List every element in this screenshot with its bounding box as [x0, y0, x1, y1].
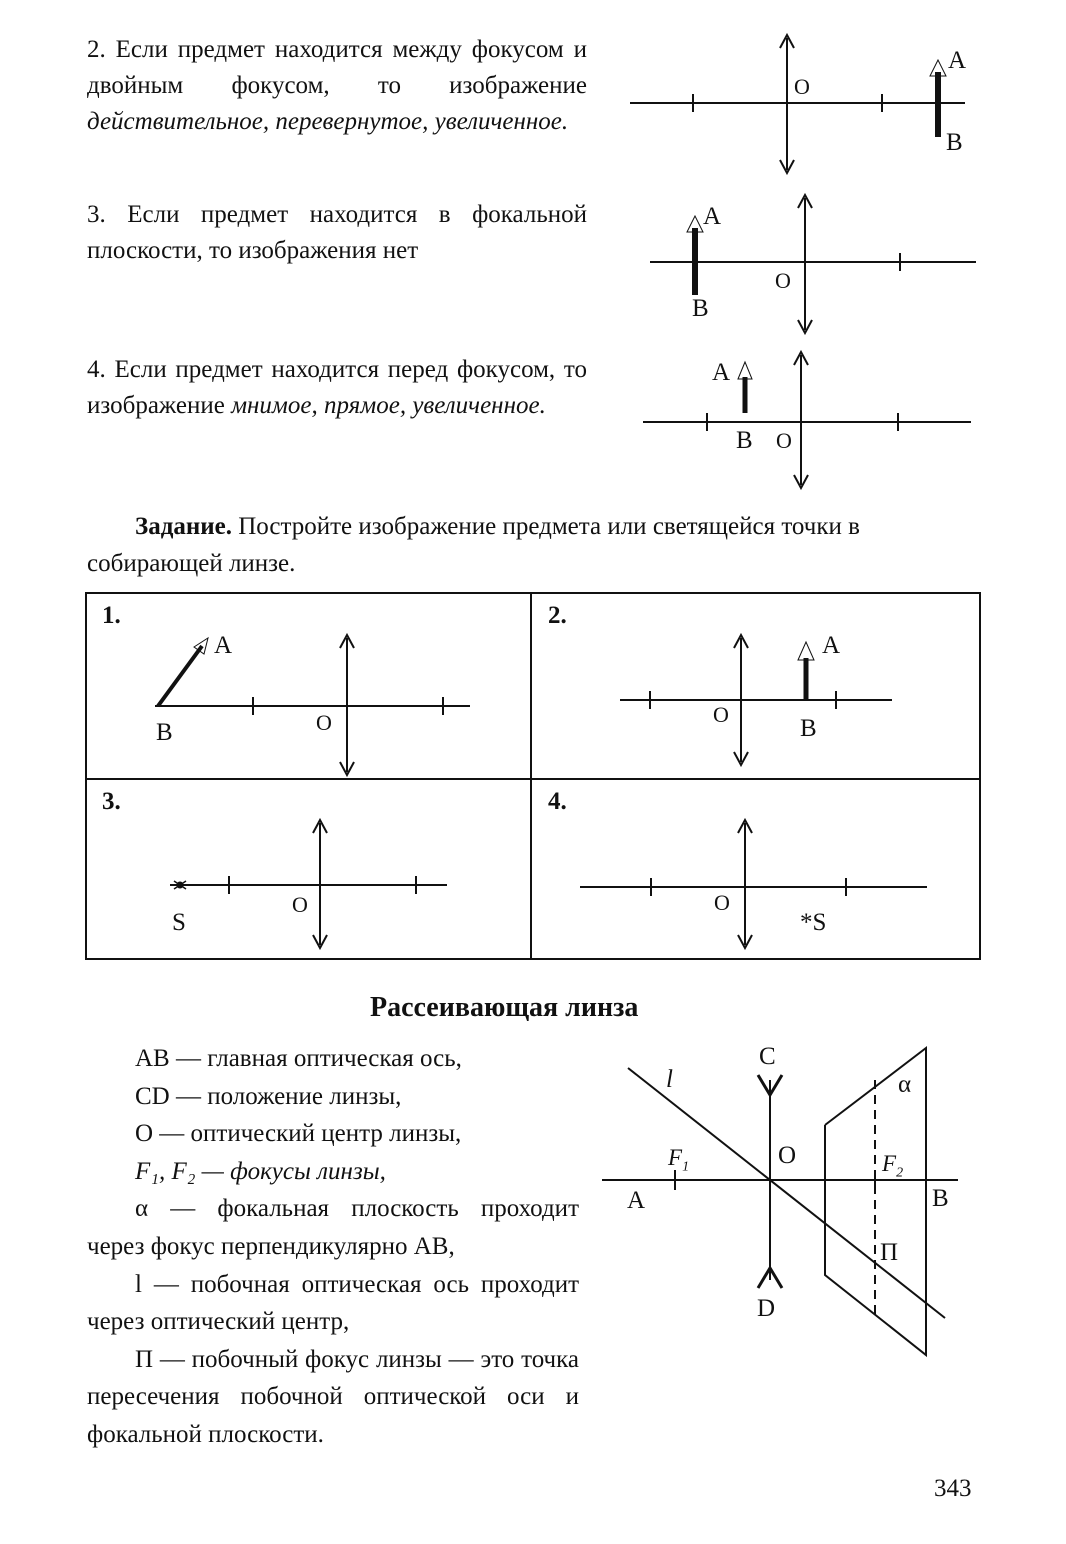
case-3-label-a: A [703, 203, 722, 230]
case-3-text: 3. Если предмет находится в фокальной плоскости, то изображения нет [87, 201, 587, 264]
lens-label-f1: $F_1$ [668, 1145, 690, 1175]
task-text: Задание. Постройте изображение предмета или светящейся точки в собирающей линзе. [87, 513, 860, 577]
grid-border-top [85, 592, 981, 594]
case-4-text: 4. Если предмет находится перед фокусом, то изображение мнимое, прямое, увеличенное. [87, 356, 587, 419]
cell-1-label-b: B [156, 719, 173, 746]
definition-ab: AB — главная оптическая ось, [135, 1045, 462, 1072]
lens-label-alpha: α [898, 1071, 912, 1098]
lens-label-f2: $F_2$ [882, 1151, 904, 1181]
definition-l: l — побочная оптическая ось проходит через оптический центр, [87, 1270, 579, 1336]
cell-3-diagram [160, 815, 460, 955]
definitions [87, 1040, 579, 1454]
lens-label-o: O [778, 1142, 797, 1169]
grid-border-left [85, 592, 87, 960]
cell-2-number: 2. [548, 602, 567, 629]
definition-alpha: α — фокальная плоскость проходит через фокус перпендикулярно AB, [87, 1195, 579, 1260]
lens-label-c: C [759, 1043, 776, 1070]
cell-3-label-o: O [292, 892, 308, 917]
cell-4-number: 4. [548, 788, 567, 815]
cell-4-label-s: *S [800, 909, 827, 936]
lens-label-b: B [932, 1185, 949, 1212]
grid-border-center [530, 592, 532, 960]
page-number: 343 [934, 1475, 972, 1502]
lens-label-a: A [627, 1187, 646, 1214]
cell-2-diagram [610, 630, 900, 780]
cell-2-label-o: O [713, 702, 729, 727]
case-4-diagram [635, 345, 980, 495]
case-2-label-b: B [946, 129, 963, 156]
cell-4-diagram [570, 815, 940, 955]
grid-border-right [979, 592, 981, 960]
cell-1-diagram [140, 630, 480, 780]
cell-2-label-a: A [822, 632, 841, 659]
case-4-label-o: O [776, 428, 792, 453]
case-4-label-a: A [712, 359, 731, 386]
case-4-label-b: B [736, 427, 753, 454]
section-title: Рассеивающая линза [370, 992, 639, 1023]
cell-1-label-o: O [316, 710, 332, 735]
case-3-label-o: O [775, 268, 791, 293]
case-2-text: 2. Если предмет находится между фокусом и двойным фокусом, то изображение действительное, перевернутое, увеличенное. [87, 36, 587, 135]
diverging-lens-diagram [590, 1040, 970, 1370]
lens-label-d: D [757, 1295, 776, 1322]
cell-1-number: 1. [102, 602, 121, 629]
case-2-diagram [620, 30, 980, 180]
lens-label-p: П [880, 1239, 899, 1266]
definition-p: П — побочный фокус линзы — это точка пересечения побочной оптической оси и фокальной плоскости. [87, 1345, 579, 1448]
cell-3-number: 3. [102, 788, 121, 815]
case-3-label-b: B [692, 295, 709, 322]
definition-cd: CD — положение линзы, [135, 1082, 402, 1110]
cell-4-label-o: O [714, 890, 730, 915]
cell-3-label-s: S [172, 909, 186, 936]
case-2-label-a: A [948, 47, 967, 74]
case-2-label-o: O [794, 74, 810, 99]
cell-1-label-a: A [214, 632, 233, 659]
definition-f: F₁, F₂ — фокусы линзы, [135, 1157, 386, 1185]
cell-2-label-b: B [800, 715, 817, 742]
definition-o: O — оптический центр линзы, [135, 1120, 462, 1148]
lens-label-l: l [666, 1066, 673, 1093]
grid-border-bottom [85, 958, 981, 960]
